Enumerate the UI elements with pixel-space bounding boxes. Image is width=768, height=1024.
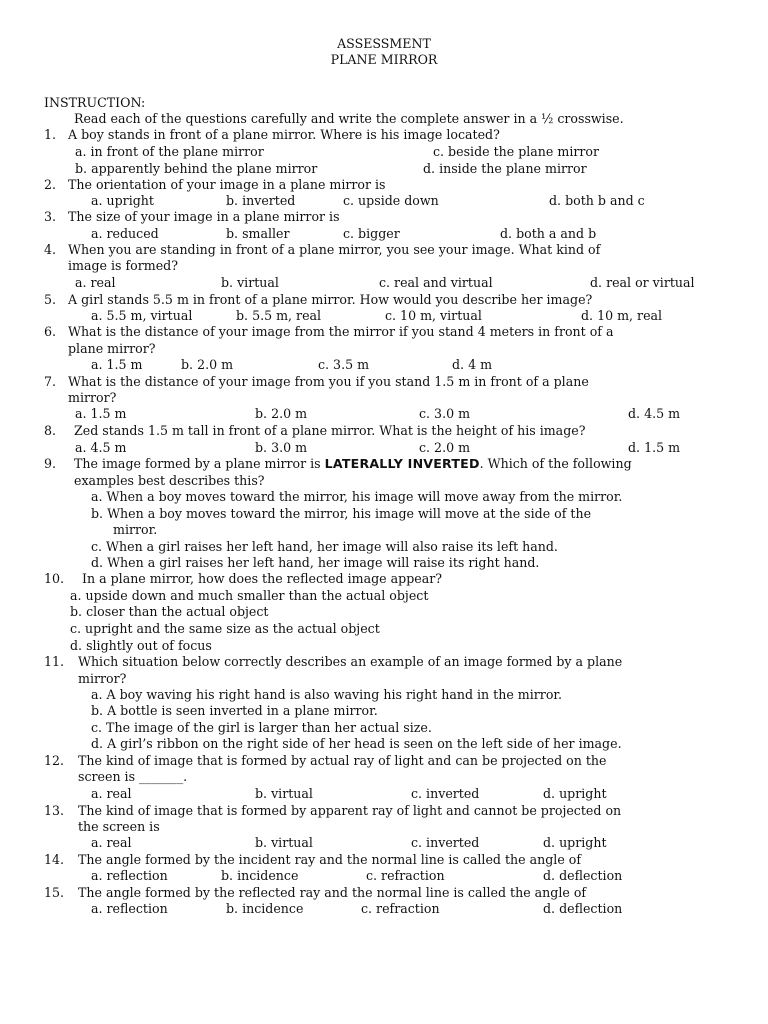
question-text-continued: mirror?	[78, 671, 127, 686]
choice-d: d. When a girl raises her left hand, her image will raise its right hand.	[91, 555, 540, 570]
choice-c: c. inverted	[411, 786, 480, 801]
choice-b: b. smaller	[226, 226, 290, 241]
choice-d: d. 4 m	[452, 357, 493, 372]
question-number: 8.	[44, 423, 57, 438]
question-text-part: The image formed by a plane mirror is	[74, 456, 325, 471]
choice-b: b. When a boy moves toward the mirror, his image will move at the side of the	[91, 506, 592, 521]
question-text-continued: image is formed?	[68, 258, 178, 273]
choice-d: d. 10 m, real	[581, 308, 663, 323]
question-text: The orientation of your image in a plane mirror is	[68, 177, 386, 192]
choice-b: b. virtual	[255, 835, 313, 850]
choice-d: d. real or virtual	[590, 275, 695, 290]
choice-c: c. upside down	[343, 193, 439, 208]
choice-b: b. 3.0 m	[255, 440, 308, 455]
choice-a: a. A boy waving his right hand is also waving his right hand in the mirror.	[91, 687, 563, 702]
instruction-text: Read each of the questions carefully and write the complete answer in a ½ crosswise.	[74, 111, 624, 126]
choice-b: b. apparently behind the plane mirror	[75, 161, 318, 176]
question-text-continued: mirror?	[68, 390, 117, 405]
choice-c: c. refraction	[361, 901, 440, 916]
choice-d: d. upright	[543, 835, 607, 850]
question-text-continued: examples best describes this?	[74, 473, 265, 488]
choice-d: d. upright	[543, 786, 607, 801]
question-number: 11.	[44, 654, 65, 669]
choice-d: d. inside the plane mirror	[423, 161, 587, 176]
choice-a: a. real	[91, 786, 132, 801]
question-number: 4.	[44, 242, 57, 257]
choice-c: c. 3.0 m	[419, 406, 471, 421]
choice-d: d. 1.5 m	[628, 440, 681, 455]
question-number: 9.	[44, 456, 57, 471]
document-title: ASSESSMENT	[337, 36, 431, 51]
choice-a: a. 5.5 m, virtual	[91, 308, 193, 323]
choice-a: a. reflection	[91, 868, 168, 883]
choice-c: c. The image of the girl is larger than her actual size.	[91, 720, 432, 735]
choice-a: a. in front of the plane mirror	[75, 144, 264, 159]
choice-d: d. deflection	[543, 901, 623, 916]
choice-a: a. When a boy moves toward the mirror, his image will move away from the mirror.	[91, 489, 623, 504]
choice-b: b. closer than the actual object	[70, 604, 269, 619]
question-number: 5.	[44, 292, 57, 307]
choice-b: b. virtual	[255, 786, 313, 801]
question-text: Zed stands 1.5 m tall in front of a plane mirror. What is the height of his image?	[74, 423, 586, 438]
question-text: The kind of image that is formed by apparent ray of light and cannot be projected on	[78, 803, 622, 818]
choice-d: d. both b and c	[549, 193, 645, 208]
question-text: A boy stands in front of a plane mirror. Where is his image located?	[68, 127, 500, 142]
question-text-part: . Which of the following	[479, 456, 632, 471]
choice-a: a. 1.5 m	[75, 406, 127, 421]
choice-c: c. inverted	[411, 835, 480, 850]
choice-c: c. 10 m, virtual	[385, 308, 482, 323]
choice-a: a. reduced	[91, 226, 159, 241]
question-text: The angle formed by the reflected ray and the normal line is called the angle of	[78, 885, 587, 900]
choice-d: d. slightly out of focus	[70, 638, 212, 653]
question-number: 14.	[44, 852, 65, 867]
choice-b: b. inverted	[226, 193, 296, 208]
choice-c: c. beside the plane mirror	[433, 144, 599, 159]
choice-c: c. bigger	[343, 226, 400, 241]
choice-b: b. 2.0 m	[255, 406, 308, 421]
choice-b: b. 5.5 m, real	[236, 308, 322, 323]
question-number: 3.	[44, 209, 57, 224]
question-text: In a plane mirror, how does the reflected image appear?	[82, 571, 442, 586]
question-text-continued: the screen is	[78, 819, 160, 834]
choice-c: c. When a girl raises her left hand, her image will also raise its left hand.	[91, 539, 558, 554]
question-number: 6.	[44, 324, 57, 339]
choice-a: a. upside down and much smaller than the actual object	[70, 588, 429, 603]
choice-a: a. reflection	[91, 901, 168, 916]
choice-d: d. 4.5 m	[628, 406, 681, 421]
question-number: 2.	[44, 177, 57, 192]
choice-d: d. A girl’s ribbon on the right side of her head is seen on the left side of her image.	[91, 736, 622, 751]
choice-c: c. 3.5 m	[318, 357, 370, 372]
choice-b: b. virtual	[221, 275, 279, 290]
choice-a: a. real	[91, 835, 132, 850]
question-number: 7.	[44, 374, 57, 389]
question-text: The size of your image in a plane mirror is	[68, 209, 340, 224]
choice-b-continued: mirror.	[113, 522, 158, 537]
question-text: Which situation below correctly describes an example of an image formed by a plane	[78, 654, 623, 669]
question-text-continued: screen is _______.	[78, 769, 188, 784]
choice-d: d. deflection	[543, 868, 623, 883]
instruction-label: INSTRUCTION:	[44, 95, 146, 110]
choice-a: a. real	[75, 275, 116, 290]
question-number: 15.	[44, 885, 65, 900]
choice-d: d. both a and b	[500, 226, 597, 241]
document-subtitle: PLANE MIRROR	[330, 52, 438, 67]
question-text: When you are standing in front of a plane mirror, you see your image. What kind of	[68, 242, 601, 257]
question-text: What is the distance of your image from the mirror if you stand 4 meters in front of a	[68, 324, 614, 339]
question-text: The kind of image that is formed by actual ray of light and can be projected on the	[78, 753, 607, 768]
choice-b: b. incidence	[221, 868, 299, 883]
question-number: 1.	[44, 127, 57, 142]
question-text: The angle formed by the incident ray and the normal line is called the angle of	[78, 852, 582, 867]
choice-c: c. real and virtual	[379, 275, 493, 290]
choice-c: c. refraction	[366, 868, 445, 883]
emphasis-text: LATERALLY INVERTED	[324, 456, 480, 471]
question-text-continued: plane mirror?	[68, 341, 156, 356]
choice-c: c. upright and the same size as the actual object	[70, 621, 380, 636]
choice-a: a. 4.5 m	[75, 440, 127, 455]
choice-b: b. incidence	[226, 901, 304, 916]
choice-a: a. 1.5 m	[91, 357, 143, 372]
question-number: 10.	[44, 571, 65, 586]
question-text	[74, 456, 632, 472]
choice-a: a. upright	[91, 193, 154, 208]
choice-c: c. 2.0 m	[419, 440, 471, 455]
question-text: What is the distance of your image from you if you stand 1.5 m in front of a plane	[68, 374, 589, 389]
choice-b: b. A bottle is seen inverted in a plane mirror.	[91, 703, 378, 718]
question-text: A girl stands 5.5 m in front of a plane mirror. How would you describe her image?	[68, 292, 593, 307]
choice-b: b. 2.0 m	[181, 357, 234, 372]
question-number: 13.	[44, 803, 65, 818]
question-number: 12.	[44, 753, 65, 768]
